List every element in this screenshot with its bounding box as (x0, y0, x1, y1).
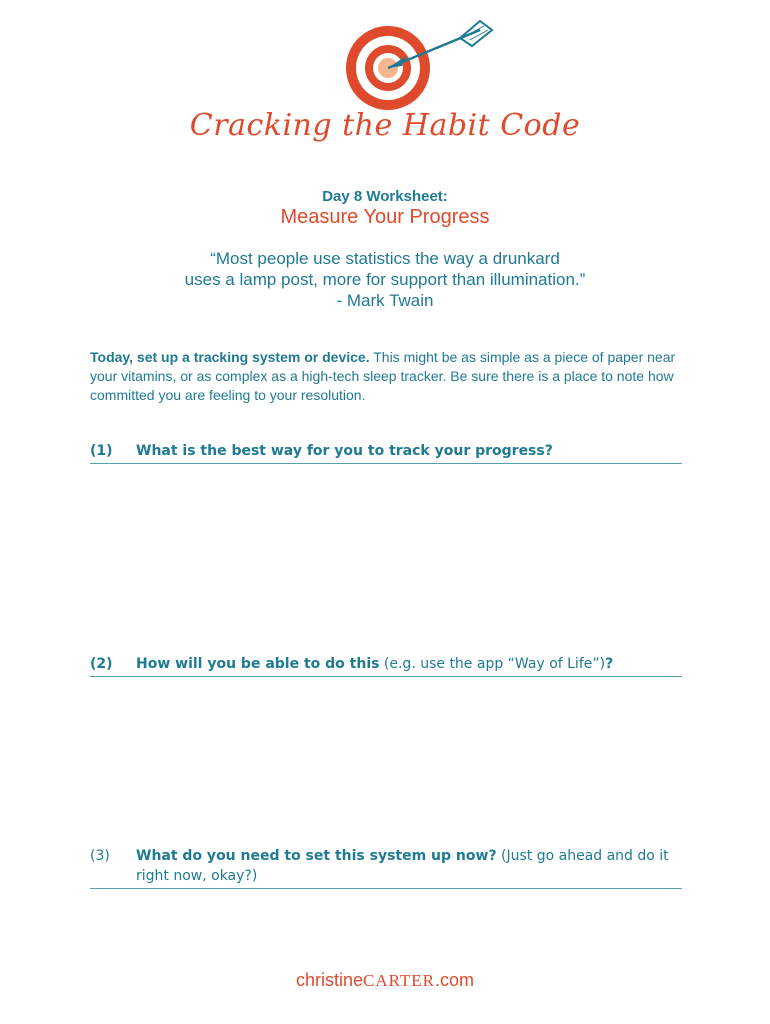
question-note: (e.g. use the app “Way of Life”) (379, 656, 606, 672)
target-arrow-logo (330, 8, 500, 113)
footer-website (0, 970, 770, 991)
worksheet-day-label: Day 8 Worksheet: (322, 188, 448, 205)
worksheet-subtitle: Measure Your Progress (280, 206, 490, 228)
question-note: (Just go ahead and do it right now, okay?) (136, 848, 669, 884)
footer-brand: CARTER (362, 971, 436, 990)
question-3[interactable] (90, 846, 682, 889)
question-number: (1) (90, 443, 113, 459)
question-text: What do you need to set this system up now? (136, 848, 497, 864)
quote-line-1: “Most people use statistics the way a drunkard (210, 249, 560, 268)
question-number: (2) (90, 656, 113, 672)
quote-block (0, 248, 770, 311)
question-mark: ? (605, 656, 614, 672)
footer-part-3: .com (435, 970, 475, 990)
intro-paragraph (90, 348, 682, 405)
intro-text: This might be as simple as a piece of paper near your vitamins, or as complex as a high-tech sleep tracker. Be sure there is a place to note how committed you are feeling to your resolution. (90, 349, 676, 403)
script-title: Cracking the Habit Code (189, 108, 581, 143)
question-2[interactable] (90, 654, 682, 677)
question-1[interactable] (90, 441, 682, 464)
question-text: How will you be able to do this (136, 656, 380, 672)
question-number: (3) (90, 848, 110, 864)
footer-part-1: christine (295, 970, 363, 990)
quote-author: - Mark Twain (336, 291, 434, 310)
question-text: What is the best way for you to track your progress? (136, 443, 553, 459)
intro-bold: Today, set up a tracking system or device. (90, 349, 370, 365)
quote-line-2: uses a lamp post, more for support than illumination.” (184, 270, 586, 289)
